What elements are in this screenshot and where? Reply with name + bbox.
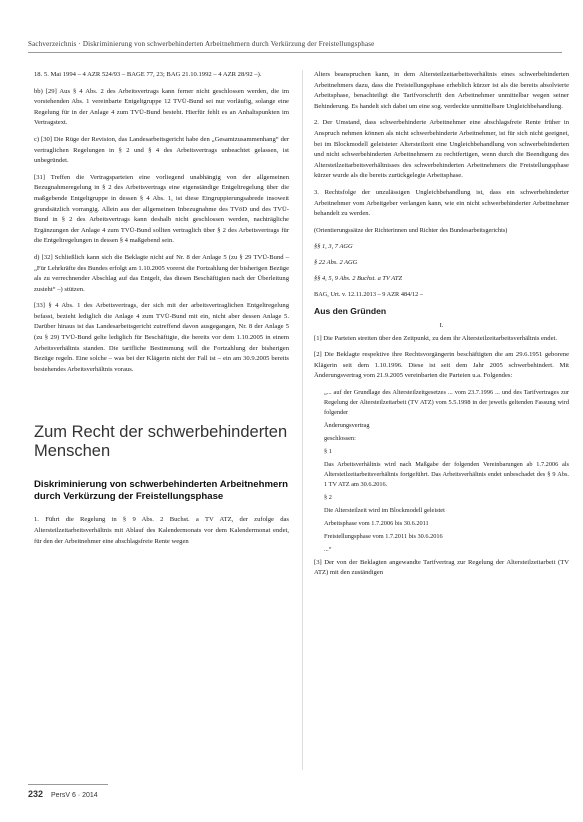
- paragraph: 2. Der Umstand, dass schwerbehinderte Arbeitnehmer eine abschlagsfreie Rente früher in Anspruch nehmen können als nicht schwerbehinderte Arbeitnehmer, ist für sich nicht geeignet, bei im Blockmodell geleisteter Altersteilzeit eine Ungleichbehandlung von schwerbehinderten und nicht schwerbehinderten Arbeitnehmern zu rechtfertigen, wenn durch die Beendigung des Altersteilzeitarbeitsverhältnisses des schwerbehinderten Arbeitnehmers die Freistellungsphase kürzer wurde als die bereits zurückgelegte Arbeitsphase.: [314, 119, 569, 180]
- gruende-heading: Aus den Gründen: [314, 306, 387, 317]
- header-rule: [28, 52, 562, 53]
- footer-rule: [28, 784, 108, 785]
- paragraph: Alters beanspruchen kann, in dem Altersteilzeitarbeitsverhältnis eines schwerbehinderten Arbeitnehmers dazu, dass die Freistellungsphase erheblich kürzer ist als die bereits absolvierte Arbeitsphase, benachteiligt die Tarifvorschrift den Arbeitnehmer unmittelbar wegen seiner Behinderung. Es handelt sich dabei um eine sog. verdeckte unmittelbare Ungleichbehandlung.: [314, 71, 569, 110]
- paragraph: [2] Die Beklagte respektive ihre Rechtsvorgängerin beschäftigten die am 29.6.1951 geborene Klägerin seit dem 1.10.1996. Diese ist seit dem Jahr 2005 schwerbehindert. Mit Änderungsvertrag vom 21.9.2005 vereinbarten die Parteien u.a. Folgendes:: [314, 351, 569, 380]
- norm-reference: §§ 1, 3, 7 AGG: [314, 243, 353, 251]
- paragraph: 18. 5. Mai 1994 – 4 AZR 524/93 – BAGE 77, 23; BAG 21.10.1992 – 4 AZR 28/92 –).: [34, 71, 262, 78]
- page-number: 232: [28, 789, 44, 799]
- quote-line: Die Altersteilzeit wird im Blockmodell geleistet: [324, 506, 445, 514]
- quote-line: Das Arbeitsverhältnis wird nach Maßgabe der folgenden Vereinbarungen ab 1.7.2006 als Altersteilzeitarbeitsverhältnis fortgeführt. Das Arbeitsverhältnis endet unbeschadet des § 9 Abs. 1 TV ATZ am 30.6.2016.: [324, 460, 569, 488]
- quote-line: „... auf der Grundlage des Altersteilzeitgesetzes ... vom 23.7.1996 ... und des Tarifvertrages zur Regelung der Altersteilzeitarbeit (TV ATZ) vom 5.5.1998 in der jeweils geltenden Fassung wird folgender: [324, 388, 569, 416]
- court-citation: BAG, Urt. v. 12.11.2013 – 9 AZR 484/12 –: [314, 291, 424, 299]
- right-column: [314, 70, 569, 585]
- quote-line: Änderungsvertrag: [324, 421, 370, 429]
- quote-line: Freistellungsphase vom 1.7.2011 bis 30.6.2016: [324, 532, 443, 540]
- paragraph: [31] Treffen die Vertragsparteien eine vorliegend unabhängig von der allgemeinen Bezugnahmeregelung in § 2 des Arbeitsvertrags eine eigenständige Entgeltregelung über die maßgebende Entgeltgruppe in dessen § 4 Abs. 1, ist diese Eingruppierungsabrede insoweit grundsätzlich vorrangig. Allein aus der allgemeinen Inbezugnahme des TVöD und des TVÜ-Bund in § 2 des Arbeitsvertrags kann deshalb nicht geschlossen werden, nachträgliche Ergänzungen der Anlage 4 zum TVÜ-Bund sollten vertraglich über § 2 des Arbeitsvertrags für die Entgeltregelungen in dessen § 4 maßgebend sein.: [34, 173, 289, 245]
- quote-section-number: § 1: [324, 447, 332, 455]
- left-column: [34, 70, 289, 553]
- paragraph: d) [32] Schließlich kann sich die Beklagte nicht auf Nr. 8 der Anlage 5 (zu § 29 TVÜ-Bund – „Für Lehrkräfte des Bundes erfolgt am 1.10.2005 vorerst die Fortzahlung der bisherigen Bezüge als zu verrechnender Abschlag auf das Entgelt, das diesen Beschäftigten nach der Überleitung zusteht“ –) stützen.: [34, 253, 289, 293]
- paragraph: [33] § 4 Abs. 1 des Arbeitsvertrags, der sich mit der arbeitsvertraglichen Entgeltregelung befasst, bezieht lediglich die Anlage 4 zum TVÜ-Bund mit ein, nicht aber dessen Anlage 5. Darüber hinaus ist das Landesarbeitsgericht zutreffend davon ausgegangen, Nr. 8 der Anlage 5 (zu § 29) TVÜ-Bund gelte lediglich für Beschäftigte, die bereits vor dem 1.10.2005 in einem Arbeitsverhältnis standen. Die tarifliche Bestimmung will die Fortzahlung der bisherigen Bezüge regeln. Eine solche – was bei der Klägerin nicht der Fall ist – ein am 30.9.2005 bereits bestehendes Arbeitsverhältnis voraus.: [34, 302, 289, 373]
- page-footer: [28, 789, 98, 799]
- quote-section-number: § 2: [324, 493, 332, 501]
- quote-line: ...“: [324, 545, 332, 553]
- article-heading: Diskriminierung von schwerbehinderten Arbeitnehmern durch Verkürzung der Freistellungsphase: [34, 479, 288, 503]
- quote-line: geschlossen:: [324, 434, 356, 442]
- quote-line: Arbeitsphase vom 1.7.2006 bis 30.6.2011: [324, 519, 429, 527]
- section-heading: Zum Recht der schwerbehinderten Menschen: [34, 423, 288, 461]
- column-gutter: [302, 70, 303, 770]
- paragraph: 3. Rechtsfolge der unzulässigen Ungleichbehandlung ist, dass ein schwerbehinderter Arbeitnehmer vom Arbeitgeber verlangen kann, wie ein nicht schwerbehinderter Arbeitnehmer behandelt zu werden.: [314, 188, 569, 218]
- running-header: Sachverzeichnis · Diskriminierung von schwerbehinderten Arbeitnehmern durch Verkürzung der Freistellungsphase: [28, 40, 375, 48]
- issue-label: PersV 6 · 2014: [50, 792, 98, 799]
- paragraph: [1] Die Parteien streiten über den Zeitpunkt, zu dem ihr Altersteilzeitarbeitsverhältnis endet.: [314, 334, 557, 342]
- paragraph: [3] Der von der Beklagten angewandte Tarifvertrag zur Regelung der Altersteilzeitarbeit (TV ATZ) mit den zuständigen: [314, 558, 569, 577]
- norm-reference: § 22 Abs. 2 AGG: [314, 259, 358, 267]
- contract-quote: [324, 388, 569, 555]
- roman-numeral: I.: [439, 321, 444, 329]
- editor-note: (Orientierungssätze der Richterinnen und Richter des Bundesarbeitsgerichts): [314, 226, 508, 234]
- paragraph-intro: 1. Führt die Regelung in § 9 Abs. 2 Buchst. a TV ATZ, der zufolge das Altersteilzeitarbeitsverhältnis mit Ablauf des Kalendermonats vor dem Kalendermonat endet, für den der Arbeitnehmer eine abschlagsfreie Rente wegen: [34, 516, 289, 545]
- paragraph: bb) [29] Aus § 4 Abs. 2 des Arbeitsvertrags kann ferner nicht geschlossen werden, die im vorstehenden Abs. 1 vereinbarte Entgeltgruppe 12 TVÜ-Bund sei nur vorläufig, solange eine Regelung für in der Anlage 4 zum TVÜ-Bund besteht. Hierfür fehlt es an Anhaltspunkten im Vertragstext.: [34, 87, 289, 127]
- paragraph: c) [30] Die Rüge der Revision, das Landesarbeitsgericht habe den „Gesamtzusammenhang“ der vertraglichen Regelungen in § 2 und § 4 des Arbeitsvertrags unbeachtet gelassen, ist unbegründet.: [34, 135, 289, 165]
- norm-reference: §§ 4, 5, 9 Abs. 2 Buchst. a TV ATZ: [314, 275, 403, 283]
